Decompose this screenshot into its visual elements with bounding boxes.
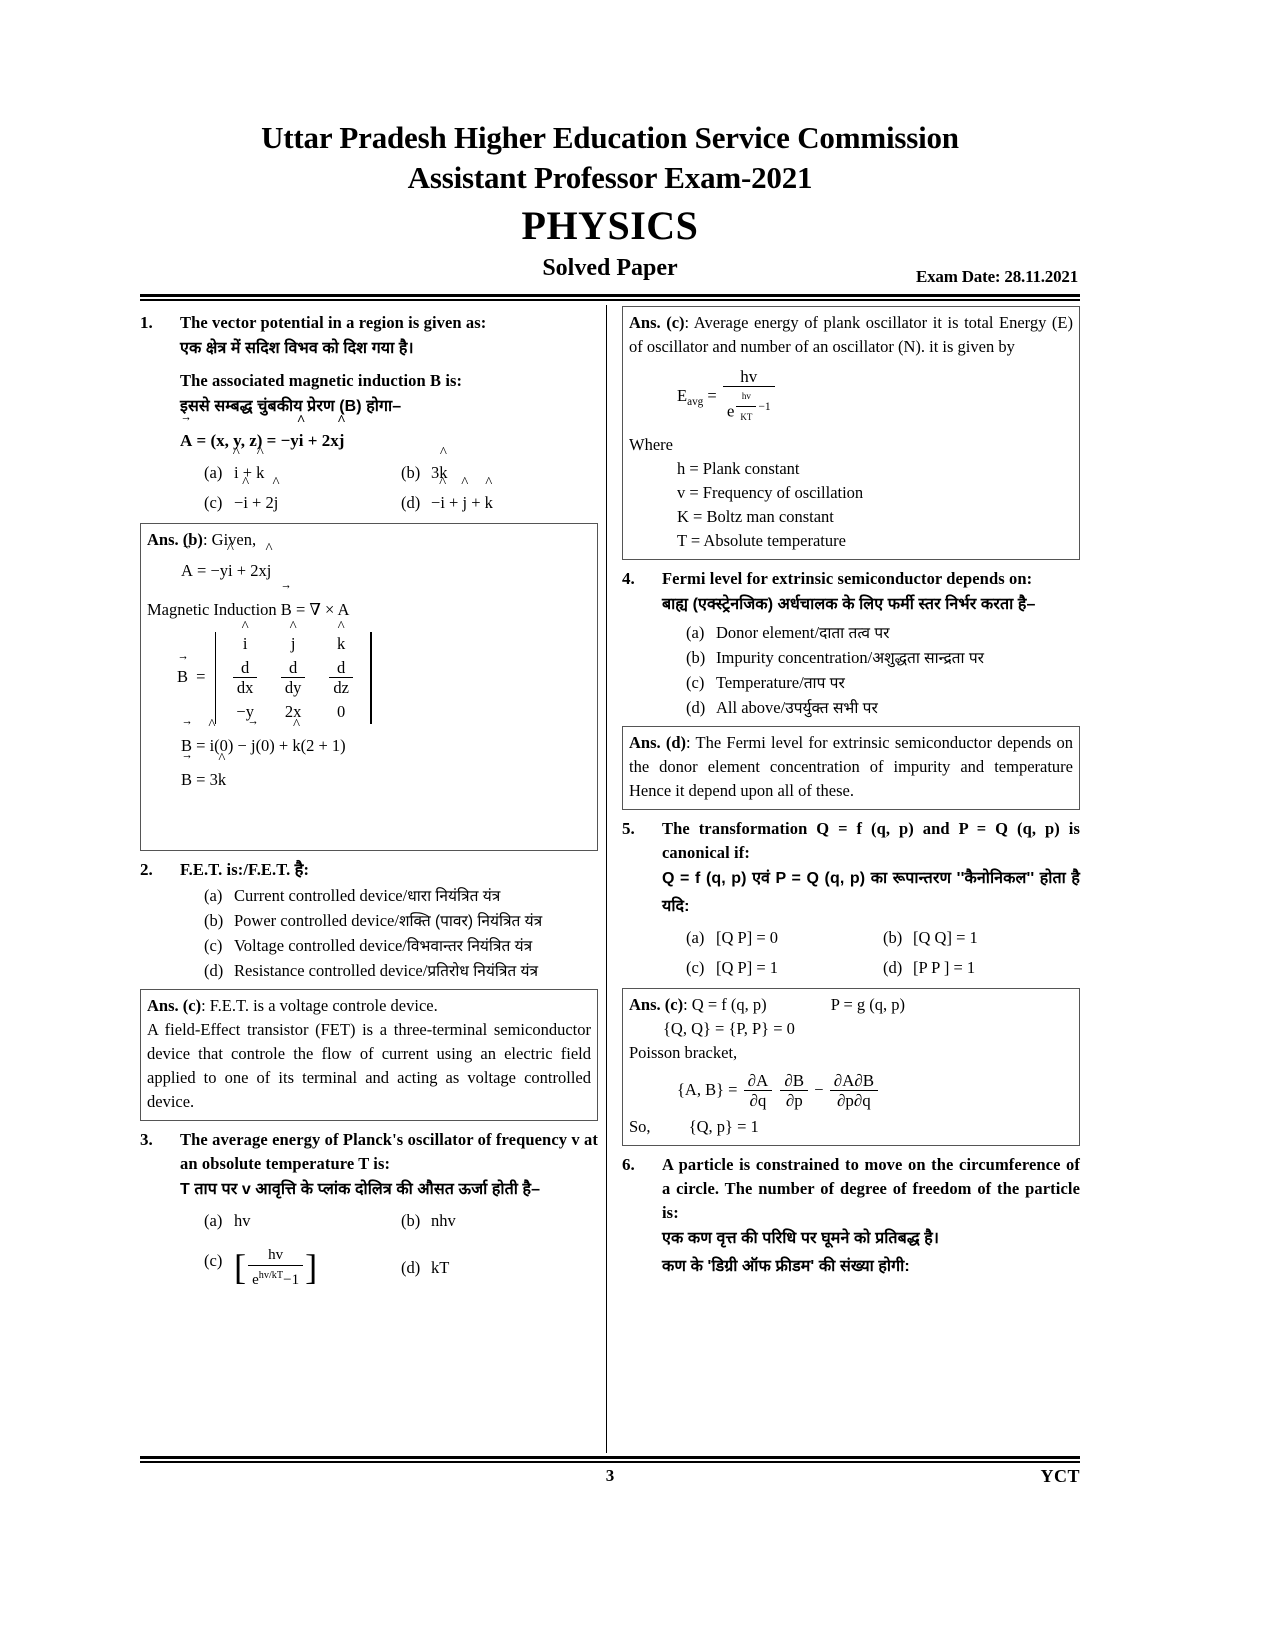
option-1b-label: (b) [401, 463, 421, 482]
answer-1-vector-b: → B [281, 592, 292, 626]
answer-1-a-plus: + 2x [236, 561, 267, 580]
formula-1-plus: + 2x [307, 431, 339, 450]
option-2d-label: (d) [204, 961, 224, 980]
det-neg-y: −y [236, 702, 254, 721]
det-ddy: $\frac{d}{dy}$ [281, 658, 306, 698]
option-2b[interactable] [204, 909, 598, 934]
option-5c[interactable] [686, 953, 883, 983]
option-1b[interactable] [401, 458, 598, 488]
option-2c-label: (c) [204, 936, 223, 955]
det-k: ^ k [317, 632, 365, 656]
det-ddx: $\frac{d}{dx}$ [233, 658, 258, 698]
publisher-brand: YCT [1040, 1466, 1080, 1486]
question-1-text-en2 [180, 369, 598, 393]
question-2-options [180, 884, 598, 984]
option-1d-label: (d) [401, 493, 421, 512]
option-3c-text [234, 1246, 317, 1290]
answer-2-line1-text: : F.E.T. is a voltage controle device. [201, 996, 438, 1015]
answer-3-def-h: h = Plank constant [677, 459, 800, 478]
det-zero: 0 [337, 702, 346, 721]
page-number: 3 [605, 1466, 615, 1485]
option-3d[interactable] [401, 1253, 598, 1283]
answer-4-tag: Ans. (d) [629, 733, 687, 752]
option-3b[interactable] [401, 1206, 598, 1236]
answer-1-magnetic-induction [147, 592, 591, 626]
option-4b-label: (b) [686, 648, 706, 667]
answer-3-eq-denominator: e $^{\frac{hv}{KT} -1}$ [723, 386, 775, 427]
option-3c-denominator: $e^{hv/kT}-1$ [248, 1265, 303, 1290]
answer-1-result-2: → B = 3^ k [147, 762, 591, 796]
answer-1-mag-rest: = ∇ × A [295, 600, 350, 619]
question-1-options [180, 458, 598, 518]
option-3b-text: nhv [431, 1211, 456, 1230]
question-2 [140, 858, 598, 984]
option-3d-text: kT [431, 1258, 450, 1277]
answer-3-tag: Ans. (c) [629, 313, 685, 332]
question-6-text-en: A particle is constrained to move on the circumference of a circle. The number of degree of freedom of the particle is: [662, 1155, 1080, 1222]
option-2d-text: Resistance controlled device/प्रतिरोध नियंत्रित यंत्र [234, 961, 539, 980]
question-3-options [180, 1206, 598, 1290]
answer-3-eq-lhs: E [677, 385, 688, 405]
option-3d-label: (d) [401, 1258, 421, 1277]
question-4-text-en: Fermi level for extrinsic semiconductor depends on: [662, 569, 1033, 588]
answer-5-line1-right: P = g (q, p) [830, 995, 905, 1014]
answer-1-vector-a: → A [181, 552, 193, 588]
option-5b-text: [Q Q] = 1 [913, 928, 978, 947]
answer-5-line3: Poisson bracket, [629, 1043, 738, 1062]
subject-title: PHYSICS [521, 203, 699, 248]
option-2d[interactable] [204, 959, 598, 984]
det-i: ^ i [221, 632, 269, 656]
question-5 [622, 817, 1080, 983]
option-3c-label: (c) [204, 1251, 223, 1270]
option-2b-text: Power controlled device/शक्ति (पावर) नियंत्रित यंत्र [234, 911, 543, 930]
exam-date: Exam Date: 28.11.2021 [915, 267, 1078, 286]
page-header [140, 0, 1080, 287]
header-divider-rule [140, 294, 1080, 301]
answer-1-determinant: → B = ^ i ^ j ^ k $\frac{d}{dx}$ $\frac{d}{dy}$ $\frac{d}{dz}$ −y 2x 0 [147, 632, 591, 724]
question-5-text-en: The transformation Q = f (q, p) and P = Q (q, p) is canonical if: [662, 819, 1080, 862]
option-5a-label: (a) [686, 928, 705, 947]
answer-3-where-label: Where [629, 435, 673, 454]
option-1a-text: ^ i + ^ k [234, 458, 264, 488]
answer-1-line-a [147, 552, 591, 588]
answer-1-a-rest: = −y [197, 561, 229, 580]
det-2x: 2x [284, 702, 302, 721]
answer-1-i-hat: ^ i [228, 554, 233, 588]
option-4a[interactable] [686, 621, 1080, 646]
question-2-number: 2. [140, 860, 153, 879]
question-4-options [662, 621, 1080, 721]
option-2c-text: Voltage controlled device/विभवान्तर नियंत्रित यंत्र [234, 936, 533, 955]
j-hat-symbol: ^ j [339, 426, 345, 456]
answer-5-line1-left: : Q = f (q, p) [683, 995, 767, 1014]
question-1-text-hi: एक क्षेत्र में सदिश विभव को दिश गया है। [180, 340, 414, 357]
option-4d-text: All above/उपर्युक्त सभी पर [716, 698, 878, 717]
question-3-text-hi: T ताप पर v आवृत्ति के प्लांक दोलित्र की औसत ऊर्जा होती है– [180, 1181, 541, 1198]
answer-5-eq-lhs: {A, B} = [677, 1079, 738, 1099]
answer-3-def-t: T = Absolute temperature [677, 531, 846, 550]
question-4-number: 4. [622, 569, 635, 588]
answer-2-tag: Ans. (c) [147, 996, 202, 1015]
question-3-text-en: The average energy of Planck's oscillator of frequency v at an obsolute temperature T is: [180, 1130, 598, 1173]
answer-3-body-text: : Average energy of plank oscillator it is total Energy (E) of oscillator and number of an oscillator (N). it is given by [629, 313, 1073, 356]
answer-5-box [622, 988, 1080, 1146]
question-4 [622, 567, 1080, 721]
option-5d-label: (d) [883, 958, 903, 977]
option-4c-text: Temperature/ताप पर [716, 673, 845, 692]
answer-3-eq-sub: avg [687, 396, 704, 409]
option-3b-label: (b) [401, 1211, 421, 1230]
option-4b-text: Impurity concentration/अशुद्धता सान्द्रता पर [716, 648, 984, 667]
answer-4-body [629, 731, 1073, 803]
option-3a-label: (a) [204, 1211, 223, 1230]
det-ddz: $\frac{d}{dz}$ [329, 658, 353, 698]
option-4a-text: Donor element/दाता तत्व पर [716, 623, 890, 642]
answer-5-tag: Ans. (c) [629, 995, 684, 1014]
option-4c-label: (c) [686, 673, 705, 692]
answer-1-box [140, 523, 598, 851]
option-2a-label: (a) [204, 886, 223, 905]
left-bracket: [ [234, 1247, 247, 1288]
answer-3-equation [629, 367, 1073, 427]
option-1c-text: −^ i + 2^ j [234, 488, 278, 518]
answer-3-eq-equals: = [707, 385, 717, 405]
option-2a[interactable] [204, 884, 598, 909]
option-2a-text: Current controlled device/धारा नियंत्रित यंत्र [234, 886, 501, 905]
option-3a[interactable] [204, 1206, 401, 1236]
option-5a-text: [Q P] = 0 [716, 928, 779, 947]
answer-5-eq-minus: − [814, 1079, 824, 1099]
option-1d[interactable] [401, 488, 598, 518]
option-1a-label: (a) [204, 463, 223, 482]
option-1c-label: (c) [204, 493, 223, 512]
option-4d-label: (d) [686, 698, 706, 717]
option-3c-numerator: hv [268, 1247, 284, 1263]
question-1-number: 1. [140, 313, 153, 332]
option-4d[interactable] [686, 696, 1080, 721]
option-1d-text: −^ i + ^ j + ^ k [431, 488, 493, 518]
question-5-options [662, 923, 1080, 983]
option-5d-text: [P P ] = 1 [913, 958, 976, 977]
right-column [606, 304, 1080, 1456]
answer-3-body [629, 311, 1073, 359]
answer-5-so-label: So, [629, 1117, 651, 1136]
answer-3-def-k: K = Boltz man constant [677, 507, 834, 526]
option-1b-text: 3^ k [431, 458, 448, 488]
question-6 [622, 1153, 1080, 1281]
answer-5-line1 [629, 993, 1073, 1017]
formula-1-rest: = (x, y, z) = −y [196, 431, 299, 450]
answer-5-so-value: {Q, p} = 1 [688, 1117, 759, 1136]
footer-divider-rule [140, 1456, 1080, 1463]
answer-3-def-v: v = Frequency of oscillation [677, 483, 864, 502]
answer-2-line1 [147, 994, 591, 1018]
option-5c-text: [Q P] = 1 [716, 958, 779, 977]
answer-4-box [622, 726, 1080, 810]
two-column-body [140, 301, 1080, 1456]
option-2b-label: (b) [204, 911, 224, 930]
answer-1-result-1: → B = ^ i(0) − → j(0) + ^ k(2 + 1) [147, 728, 591, 762]
question-1-text-en: The vector potential in a region is given as: [180, 313, 487, 332]
question-6-number: 6. [622, 1155, 635, 1174]
det-j: ^ j [269, 632, 317, 656]
option-3c[interactable] [204, 1246, 401, 1290]
question-1-text-hi2: इससे सम्बद्ध चुंबकीय प्रेरण (B) होगा– [180, 398, 402, 415]
option-5a[interactable] [686, 923, 883, 953]
question-5-text-hi: Q = f (q, p) एवं P = Q (q, p) का रूपान्तरण ''कैनोनिकल'' होता है यदि: [662, 870, 1080, 915]
answer-2-body: A field-Effect transistor (FET) is a three-terminal semiconductor device that controle the flow of current using an electric field applied to one of its terminal and acting as voltage controlled device. [147, 1020, 591, 1111]
question-3 [140, 1128, 598, 1290]
option-3a-text: hv [234, 1211, 251, 1230]
option-4b[interactable] [686, 646, 1080, 671]
option-1a[interactable] [204, 458, 401, 488]
answer-4-body-text: : The Fermi level for extrinsic semiconductor depends on the donor element concentration of impurity and temperature Hence it depend upon all of these. [629, 733, 1073, 800]
answer-1-j-hat: ^ j [267, 554, 272, 588]
vector-a-symbol: → A [180, 424, 192, 456]
option-2c[interactable] [204, 934, 598, 959]
option-4a-label: (a) [686, 623, 705, 642]
exam-title-line2: Assistant Professor Exam-2021 [407, 160, 813, 195]
answer-5-line2: {Q, Q} = {P, P} = 0 [663, 1019, 795, 1038]
question-1-text-en2-inner: The associated magnetic induction B is: [180, 371, 463, 390]
option-5d[interactable] [883, 953, 1080, 983]
right-bracket: ] [305, 1247, 318, 1288]
page-footer [140, 1463, 1080, 1509]
i-hat-symbol: ^ i [299, 426, 304, 456]
answer-3-eq-numerator: hv [740, 367, 758, 386]
solved-paper-label: Solved Paper [542, 255, 678, 281]
option-5b[interactable] [883, 923, 1080, 953]
document-page [140, 0, 1080, 1650]
question-6-text-hi1: एक कण वृत्त की परिधि पर घूमने को प्रतिबद्ध है। [662, 1230, 940, 1247]
answer-1-mag-label: Magnetic Induction [147, 600, 277, 619]
option-4c[interactable] [686, 671, 1080, 696]
question-1 [140, 311, 598, 518]
answer-2-box [140, 989, 598, 1121]
question-6-text-hi2: कण के 'डिग्री ऑफ फ्रीडम' की संख्या होगी: [662, 1258, 910, 1275]
answer-5-poisson-equation: {A, B} = $\frac{\partial A}{\partial q}$ $\frac{\partial B}{\partial p}$ − $\frac{\partial A\partial B}{\partial p\partial q}$ [629, 1071, 1073, 1111]
question-1-formula [180, 424, 598, 456]
commission-title-line1: Uttar Pradesh Higher Education Service Commission [261, 120, 959, 155]
question-4-text-hi: बाह्य (एक्स्ट्रेनजिक) अर्धचालक के लिए फर्मी स्तर निर्भर करता है– [662, 596, 1036, 613]
answer-3-box [622, 306, 1080, 560]
left-column [140, 304, 606, 1456]
question-2-text: F.E.T. is:/F.E.T. है: [180, 860, 310, 879]
question-3-number: 3. [140, 1130, 153, 1149]
answer-5-so-line [629, 1115, 1073, 1139]
option-5c-label: (c) [686, 958, 705, 977]
question-5-number: 5. [622, 819, 635, 838]
option-1c[interactable] [204, 488, 401, 518]
determinant-matrix [210, 632, 377, 724]
option-5b-label: (b) [883, 928, 903, 947]
answer-1-tag: Ans. (b) [147, 530, 203, 549]
answer-1-lead-text: : Given, [202, 530, 257, 549]
answer-1-lead [147, 528, 591, 552]
